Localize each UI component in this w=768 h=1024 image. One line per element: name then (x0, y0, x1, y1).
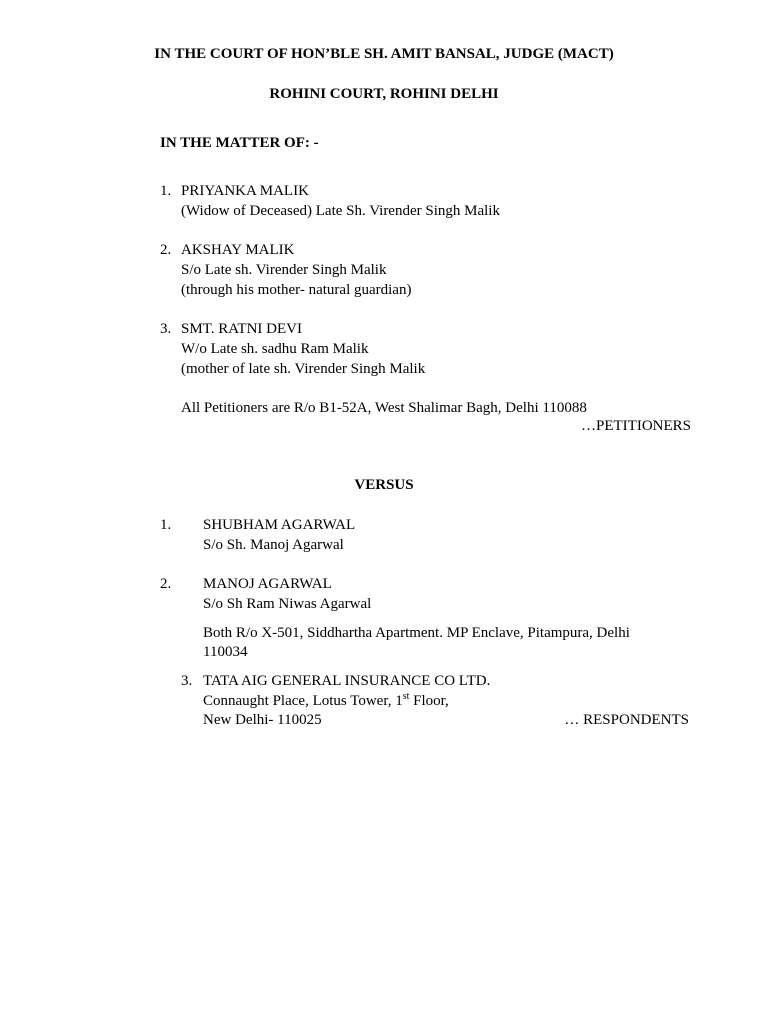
respondent-2-name: MANOJ AGARWAL (203, 576, 332, 592)
respondents-address-line1: Both R/o X-501, Siddhartha Apartment. MP Enclave, Pitampura, Delhi (203, 625, 630, 641)
respondent-2-number: 2. (160, 576, 172, 592)
petitioner-3-number: 3. (160, 321, 172, 337)
ordinal-suffix: st (402, 691, 410, 702)
respondent-3-address-line2: New Delhi- 110025 (203, 712, 322, 728)
petitioner-1-name: PRIYANKA MALIK (181, 183, 309, 199)
petitioner-1-detail: (Widow of Deceased) Late Sh. Virender Singh Malik (181, 203, 500, 219)
respondent-3-address-text: Connaught Place, Lotus Tower, 1 (203, 693, 403, 709)
petitioner-2-detail: S/o Late sh. Virender Singh Malik (181, 262, 387, 278)
respondent-3-number: 3. (181, 673, 193, 689)
respondent-1-detail: S/o Sh. Manoj Agarwal (203, 537, 344, 553)
petitioner-3-name: SMT. RATNI DEVI (181, 321, 302, 337)
versus-heading: VERSUS (354, 477, 414, 493)
court-title: IN THE COURT OF HON’BLE SH. AMIT BANSAL, JUDGE (MACT) (154, 46, 614, 62)
respondent-2-detail: S/o Sh Ram Niwas Agarwal (203, 596, 372, 612)
petitioner-3-detail: (mother of late sh. Virender Singh Malik (181, 361, 426, 377)
respondent-3-address-line1 (203, 691, 449, 711)
petitioners-address: All Petitioners are R/o B1-52A, West Shalimar Bagh, Delhi 110088 (181, 400, 587, 416)
court-location: ROHINI COURT, ROHINI DELHI (269, 86, 499, 102)
petitioner-2-number: 2. (160, 242, 172, 258)
petitioner-2-name: AKSHAY MALIK (181, 242, 295, 258)
petitioner-1-number: 1. (160, 183, 172, 199)
respondent-3-address-text: Floor, (409, 693, 449, 709)
petitioner-3-detail: W/o Late sh. sadhu Ram Malik (181, 341, 369, 357)
petitioners-label: …PETITIONERS (581, 418, 691, 434)
respondents-label: … RESPONDENTS (564, 712, 689, 728)
respondents-address-line2: 110034 (203, 644, 248, 660)
respondent-1-number: 1. (160, 517, 172, 533)
respondent-1-name: SHUBHAM AGARWAL (203, 517, 356, 533)
matter-heading: IN THE MATTER OF: - (160, 135, 319, 151)
petitioner-2-detail: (through his mother- natural guardian) (181, 282, 412, 298)
respondent-3-name: TATA AIG GENERAL INSURANCE CO LTD. (203, 673, 491, 689)
